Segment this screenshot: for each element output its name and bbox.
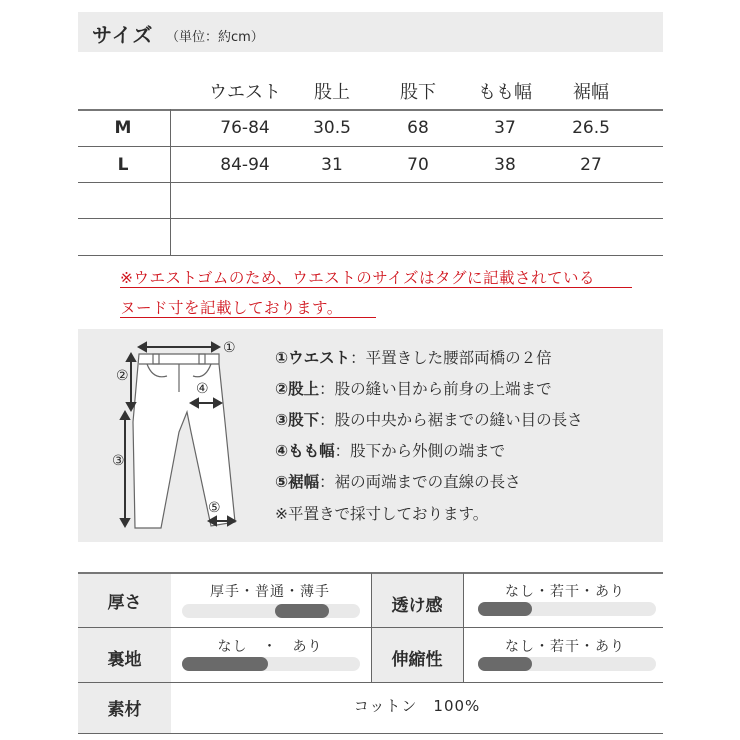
- table-cell: 38: [494, 155, 516, 175]
- table-cell: 68: [407, 118, 429, 138]
- thickness-label: 厚さ: [107, 593, 142, 613]
- marker-3: ③: [112, 453, 125, 469]
- table-line: [78, 255, 663, 256]
- transparency-label: 透け感: [391, 596, 443, 616]
- legend-footnote: ※平置きで採寸しております。: [275, 505, 489, 523]
- col-rise: 股上: [314, 82, 350, 103]
- legend-rise: ②股上：股の縫い目から前身の上端まで: [275, 380, 552, 398]
- legend-inseam: ③股下：股の中央から裾までの縫い目の長さ: [275, 411, 583, 429]
- table-cell: 26.5: [572, 118, 610, 138]
- table-cell: 30.5: [313, 118, 351, 138]
- table-top-line: [78, 109, 663, 111]
- stretch-scale: なし・若干・あり: [505, 639, 625, 655]
- legend-hem: ⑤裾幅：裾の両端までの直線の長さ: [275, 473, 521, 491]
- lining-scale: なし ・ あり: [217, 639, 323, 655]
- table-line: [78, 218, 663, 219]
- thickness-scale: 厚手・普通・薄手: [210, 584, 330, 600]
- table-cell: 27: [580, 155, 602, 175]
- material-divider: [463, 573, 464, 682]
- col-inseam: 股下: [400, 82, 436, 103]
- transparency-knob: [478, 602, 532, 616]
- marker-4: ④: [196, 381, 209, 397]
- note-line-2: ヌード寸を記載しております。: [120, 299, 343, 317]
- note-underline-2: [120, 317, 376, 318]
- note-underline-1: [120, 287, 632, 288]
- marker-2: ②: [116, 368, 129, 384]
- material-line: [78, 733, 663, 734]
- note-line-1: ※ウエストゴムのため、ウエストのサイズはタグに記載されている: [120, 269, 596, 287]
- col-thigh: もも幅: [478, 82, 532, 103]
- table-cell: 70: [407, 155, 429, 175]
- table-cell: 76-84: [220, 118, 270, 138]
- col-hem: 裾幅: [573, 82, 609, 103]
- transparency-scale: なし・若干・あり: [505, 584, 625, 600]
- size-title: サイズ: [92, 23, 154, 47]
- table-cell: 84-94: [220, 155, 270, 175]
- table-cell: 37: [494, 118, 516, 138]
- marker-1: ①: [223, 340, 236, 356]
- table-line: [78, 182, 663, 183]
- pants-diagram: [95, 332, 255, 537]
- col-waist: ウエスト: [209, 82, 281, 103]
- stretch-knob: [478, 657, 532, 671]
- legend-thigh: ④もも幅：股下から外側の端まで: [275, 442, 506, 460]
- marker-5: ⑤: [208, 500, 221, 516]
- thickness-knob: [275, 604, 329, 618]
- legend-waist: ①ウエスト：平置きした腰部両橋の２倍: [275, 349, 552, 367]
- thickness-track: [182, 604, 360, 618]
- table-divider: [170, 109, 171, 255]
- fabric-label: 素材: [107, 700, 142, 720]
- table-cell: 31: [321, 155, 343, 175]
- row-label-l: L: [117, 155, 129, 175]
- material-line: [78, 682, 663, 683]
- stretch-label: 伸縮性: [391, 650, 443, 670]
- lining-label: 裏地: [107, 650, 142, 670]
- lining-knob: [182, 657, 268, 671]
- row-label-m: M: [114, 118, 132, 138]
- table-line: [78, 146, 663, 147]
- size-unit: （単位：約cm）: [166, 30, 264, 45]
- fabric-value: コットン 100%: [353, 697, 481, 715]
